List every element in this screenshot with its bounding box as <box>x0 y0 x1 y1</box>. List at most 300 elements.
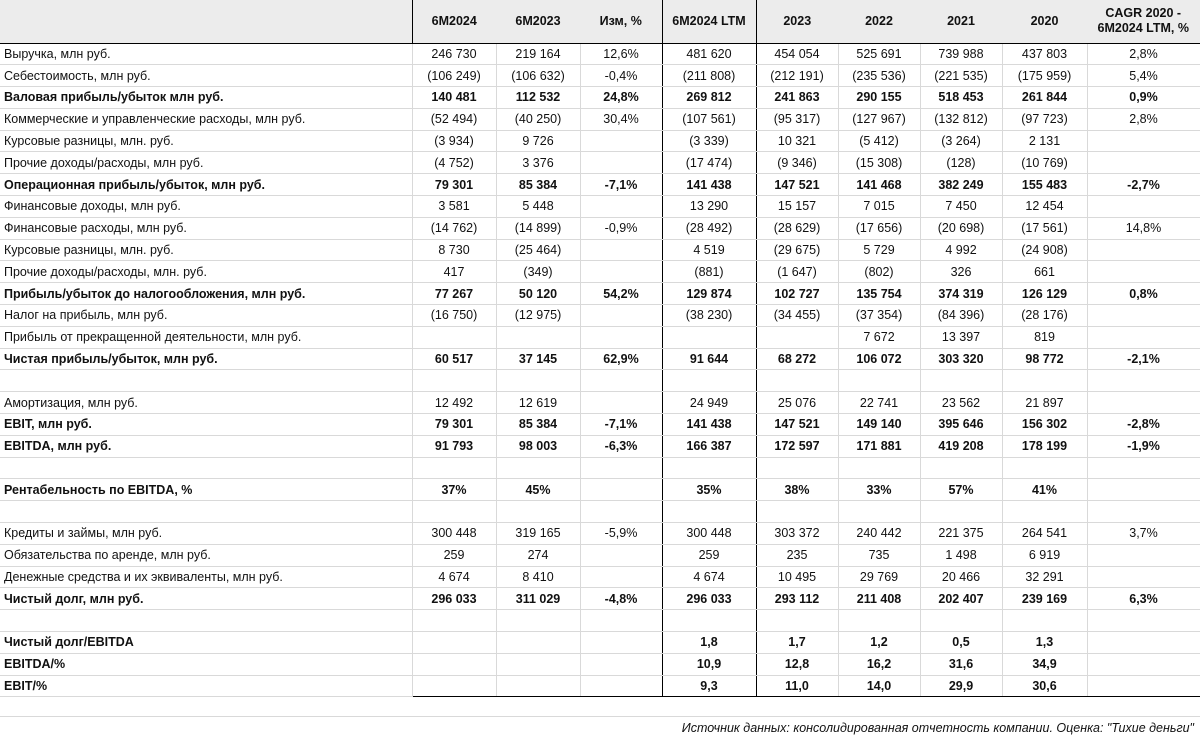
table-cell: (28 492) <box>662 217 756 239</box>
table-cell <box>580 566 662 588</box>
table-cell <box>1087 653 1200 675</box>
table-cell: 147 521 <box>756 414 838 436</box>
table-cell: 41% <box>1002 479 1087 501</box>
table-cell: (5 412) <box>838 130 920 152</box>
table-row <box>0 65 1200 87</box>
table-cell: (107 561) <box>662 108 756 130</box>
table-cell <box>1087 675 1200 697</box>
table-cell: (25 464) <box>496 239 580 261</box>
table-row <box>0 675 1200 697</box>
table-cell: (24 908) <box>1002 239 1087 261</box>
table-cell: 102 727 <box>756 283 838 305</box>
row-label: Кредиты и займы, млн руб. <box>0 523 412 545</box>
table-cell: 4 992 <box>920 239 1002 261</box>
table-cell: 29 769 <box>838 566 920 588</box>
table-cell: -2,1% <box>1087 348 1200 370</box>
table-cell: (106 249) <box>412 65 496 87</box>
table-cell <box>1087 544 1200 566</box>
table-cell: 300 448 <box>412 523 496 545</box>
table-cell <box>580 610 662 632</box>
col-header-2023: 2023 <box>756 0 838 43</box>
table-cell: 57% <box>920 479 1002 501</box>
table-cell: 525 691 <box>838 43 920 65</box>
table-cell: 293 112 <box>756 588 838 610</box>
table-cell <box>920 610 1002 632</box>
table-cell: (881) <box>662 261 756 283</box>
table-cell: (38 230) <box>662 305 756 327</box>
col-header-6m2024: 6M2024 <box>412 0 496 43</box>
table-cell: 98 003 <box>496 435 580 457</box>
table-cell: 300 448 <box>662 523 756 545</box>
table-cell <box>1002 501 1087 523</box>
table-cell: 9 726 <box>496 130 580 152</box>
table-cell: 10 495 <box>756 566 838 588</box>
table-cell: -2,7% <box>1087 174 1200 196</box>
table-cell: (28 176) <box>1002 305 1087 327</box>
table-cell: -0,4% <box>580 65 662 87</box>
table-cell: (14 899) <box>496 217 580 239</box>
table-cell: (802) <box>838 261 920 283</box>
table-cell: 141 468 <box>838 174 920 196</box>
row-label <box>0 610 412 632</box>
table-cell: 30,4% <box>580 108 662 130</box>
row-label: Обязательства по аренде, млн руб. <box>0 544 412 566</box>
table-cell <box>1087 501 1200 523</box>
table-cell: 14,8% <box>1087 217 1200 239</box>
table-cell: (15 308) <box>838 152 920 174</box>
table-cell: 29,9 <box>920 675 1002 697</box>
table-cell: 37% <box>412 479 496 501</box>
table-cell: 7 672 <box>838 326 920 348</box>
table-cell: (17 656) <box>838 217 920 239</box>
table-row <box>0 326 1200 348</box>
table-cell: 25 076 <box>756 392 838 414</box>
table-cell <box>580 239 662 261</box>
table-cell: 1,8 <box>662 632 756 654</box>
table-cell: 2,8% <box>1087 108 1200 130</box>
table-cell: (127 967) <box>838 108 920 130</box>
table-cell: (95 317) <box>756 108 838 130</box>
header-row <box>0 0 1200 43</box>
table-cell: 12 454 <box>1002 196 1087 218</box>
table-cell: (14 762) <box>412 217 496 239</box>
table-cell: 140 481 <box>412 87 496 109</box>
table-cell <box>580 196 662 218</box>
table-cell: 395 646 <box>920 414 1002 436</box>
table-row <box>0 653 1200 675</box>
table-cell <box>1087 130 1200 152</box>
table-cell: 311 029 <box>496 588 580 610</box>
table-cell: (37 354) <box>838 305 920 327</box>
table-cell <box>1087 479 1200 501</box>
row-label: Амортизация, млн руб. <box>0 392 412 414</box>
row-label: Финансовые расходы, млн руб. <box>0 217 412 239</box>
table-cell: -0,9% <box>580 217 662 239</box>
table-cell: 12,8 <box>756 653 838 675</box>
table-cell: 15 157 <box>756 196 838 218</box>
table-cell: 9,3 <box>662 675 756 697</box>
table-cell: 68 272 <box>756 348 838 370</box>
table-cell <box>1087 305 1200 327</box>
table-cell: (29 675) <box>756 239 838 261</box>
table-cell: 50 120 <box>496 283 580 305</box>
table-row <box>0 217 1200 239</box>
table-cell: (17 474) <box>662 152 756 174</box>
table-cell: 149 140 <box>838 414 920 436</box>
table-cell: (132 812) <box>920 108 1002 130</box>
row-label: Прочие доходы/расходы, млн. руб. <box>0 261 412 283</box>
table-cell: (212 191) <box>756 65 838 87</box>
table-cell <box>920 370 1002 392</box>
table-cell: (20 698) <box>920 217 1002 239</box>
table-cell: 274 <box>496 544 580 566</box>
table-cell: 0,8% <box>1087 283 1200 305</box>
table-cell <box>920 501 1002 523</box>
table-cell <box>662 457 756 479</box>
table-cell: 178 199 <box>1002 435 1087 457</box>
table-cell <box>412 370 496 392</box>
row-label <box>0 501 412 523</box>
table-cell: 246 730 <box>412 43 496 65</box>
table-cell <box>1087 566 1200 588</box>
source-note: Источник данных: консолидированная отчетность компании. Оценка: "Тихие деньги" <box>0 716 1200 740</box>
table-cell: 21 897 <box>1002 392 1087 414</box>
table-cell: -5,9% <box>580 523 662 545</box>
table-cell: (10 769) <box>1002 152 1087 174</box>
table-cell: 62,9% <box>580 348 662 370</box>
col-header-2020: 2020 <box>1002 0 1087 43</box>
table-cell: 419 208 <box>920 435 1002 457</box>
table-row <box>0 457 1200 479</box>
table-cell: 290 155 <box>838 87 920 109</box>
row-label: Операционная прибыль/убыток, млн руб. <box>0 174 412 196</box>
table-row <box>0 414 1200 436</box>
table-cell: 518 453 <box>920 87 1002 109</box>
table-cell: 6,3% <box>1087 588 1200 610</box>
table-cell <box>580 261 662 283</box>
table-cell: 661 <box>1002 261 1087 283</box>
table-row <box>0 392 1200 414</box>
table-cell: (3 264) <box>920 130 1002 152</box>
table-row <box>0 435 1200 457</box>
table-cell <box>838 370 920 392</box>
row-label: Денежные средства и их эквиваленты, млн руб. <box>0 566 412 588</box>
table-cell: 171 881 <box>838 435 920 457</box>
table-cell: 77 267 <box>412 283 496 305</box>
table-cell: (211 808) <box>662 65 756 87</box>
table-cell: 239 169 <box>1002 588 1087 610</box>
table-cell: 38% <box>756 479 838 501</box>
table-cell <box>1087 239 1200 261</box>
table-cell: 211 408 <box>838 588 920 610</box>
table-cell: 141 438 <box>662 414 756 436</box>
table-cell: 4 519 <box>662 239 756 261</box>
table-cell: 24,8% <box>580 87 662 109</box>
table-cell: (349) <box>496 261 580 283</box>
table-cell: 0,9% <box>1087 87 1200 109</box>
table-cell: 481 620 <box>662 43 756 65</box>
table-cell: 13 290 <box>662 196 756 218</box>
table-cell: (106 632) <box>496 65 580 87</box>
table-cell: 1,2 <box>838 632 920 654</box>
row-label <box>0 370 412 392</box>
table-cell: 202 407 <box>920 588 1002 610</box>
table-cell: 155 483 <box>1002 174 1087 196</box>
row-label: Чистый долг, млн руб. <box>0 588 412 610</box>
table-cell: 16,2 <box>838 653 920 675</box>
table-cell: 12 619 <box>496 392 580 414</box>
table-cell: 4 674 <box>662 566 756 588</box>
table-cell: 79 301 <box>412 174 496 196</box>
table-cell: -6,3% <box>580 435 662 457</box>
table-cell <box>412 501 496 523</box>
table-cell: 739 988 <box>920 43 1002 65</box>
table-row <box>0 523 1200 545</box>
table-cell: 112 532 <box>496 87 580 109</box>
table-cell <box>1002 610 1087 632</box>
table-cell: 296 033 <box>662 588 756 610</box>
table-cell: 240 442 <box>838 523 920 545</box>
table-cell: 147 521 <box>756 174 838 196</box>
table-cell <box>1087 196 1200 218</box>
row-label: Курсовые разницы, млн. руб. <box>0 239 412 261</box>
table-cell: 241 863 <box>756 87 838 109</box>
table-cell: 85 384 <box>496 414 580 436</box>
table-cell: 141 438 <box>662 174 756 196</box>
col-header-2022: 2022 <box>838 0 920 43</box>
table-cell <box>662 610 756 632</box>
table-cell <box>496 457 580 479</box>
table-cell <box>496 501 580 523</box>
row-label: Выручка, млн руб. <box>0 43 412 65</box>
table-row <box>0 174 1200 196</box>
table-row <box>0 196 1200 218</box>
table-cell <box>756 501 838 523</box>
table-cell: 34,9 <box>1002 653 1087 675</box>
table-cell <box>756 610 838 632</box>
table-cell: 91 793 <box>412 435 496 457</box>
table-cell: 5 448 <box>496 196 580 218</box>
table-cell: 91 644 <box>662 348 756 370</box>
table-cell <box>580 130 662 152</box>
col-header-6m2023: 6M2023 <box>496 0 580 43</box>
table-cell: 374 319 <box>920 283 1002 305</box>
table-cell <box>412 653 496 675</box>
table-cell <box>1087 632 1200 654</box>
table-cell: 8 730 <box>412 239 496 261</box>
table-cell: 3 376 <box>496 152 580 174</box>
table-cell <box>580 653 662 675</box>
table-cell: (3 934) <box>412 130 496 152</box>
table-cell: 3 581 <box>412 196 496 218</box>
table-row <box>0 87 1200 109</box>
table-cell <box>496 370 580 392</box>
table-cell <box>662 326 756 348</box>
table-cell: 382 249 <box>920 174 1002 196</box>
table-cell <box>412 632 496 654</box>
row-label: Чистая прибыль/убыток, млн руб. <box>0 348 412 370</box>
row-label: Налог на прибыль, млн руб. <box>0 305 412 327</box>
table-cell: (97 723) <box>1002 108 1087 130</box>
table-cell <box>662 370 756 392</box>
row-label: Чистый долг/EBITDA <box>0 632 412 654</box>
table-cell: 221 375 <box>920 523 1002 545</box>
table-cell: 24 949 <box>662 392 756 414</box>
table-cell: 54,2% <box>580 283 662 305</box>
table-cell: 156 302 <box>1002 414 1087 436</box>
table-cell: 219 164 <box>496 43 580 65</box>
table-cell <box>580 370 662 392</box>
table-cell <box>580 457 662 479</box>
table-cell: 326 <box>920 261 1002 283</box>
table-cell: 60 517 <box>412 348 496 370</box>
table-cell: 166 387 <box>662 435 756 457</box>
table-cell: (34 455) <box>756 305 838 327</box>
table-cell: 437 803 <box>1002 43 1087 65</box>
table-cell: 33% <box>838 479 920 501</box>
table-cell: (84 396) <box>920 305 1002 327</box>
table-cell: 37 145 <box>496 348 580 370</box>
table-cell: 2 131 <box>1002 130 1087 152</box>
table-cell <box>412 610 496 632</box>
table-cell <box>580 675 662 697</box>
table-cell <box>756 326 838 348</box>
table-cell: 5 729 <box>838 239 920 261</box>
table-cell: 10 321 <box>756 130 838 152</box>
table-cell: 296 033 <box>412 588 496 610</box>
table-cell: 6 919 <box>1002 544 1087 566</box>
table-cell: 22 741 <box>838 392 920 414</box>
table-cell: (9 346) <box>756 152 838 174</box>
table-cell: 79 301 <box>412 414 496 436</box>
table-cell <box>1087 370 1200 392</box>
table-cell <box>756 370 838 392</box>
table-cell: 10,9 <box>662 653 756 675</box>
table-row <box>0 588 1200 610</box>
table-cell <box>1087 261 1200 283</box>
table-cell: 30,6 <box>1002 675 1087 697</box>
table-cell: 303 320 <box>920 348 1002 370</box>
table-cell: 1 498 <box>920 544 1002 566</box>
table-cell: (128) <box>920 152 1002 174</box>
table-cell: -7,1% <box>580 174 662 196</box>
table-cell: (16 750) <box>412 305 496 327</box>
table-cell <box>412 675 496 697</box>
table-cell: 13 397 <box>920 326 1002 348</box>
table-cell: -2,8% <box>1087 414 1200 436</box>
header-label-cell <box>0 0 412 43</box>
table-cell: (17 561) <box>1002 217 1087 239</box>
table-cell: (40 250) <box>496 108 580 130</box>
table-row <box>0 632 1200 654</box>
table-cell: -7,1% <box>580 414 662 436</box>
row-label: EBIT, млн руб. <box>0 414 412 436</box>
table-row <box>0 610 1200 632</box>
col-header-2021: 2021 <box>920 0 1002 43</box>
table-cell <box>580 632 662 654</box>
table-cell: (175 959) <box>1002 65 1087 87</box>
table-cell: 264 541 <box>1002 523 1087 545</box>
table-cell: 1,3 <box>1002 632 1087 654</box>
table-cell <box>580 152 662 174</box>
table-cell: 11,0 <box>756 675 838 697</box>
table-cell: (1 647) <box>756 261 838 283</box>
table-cell: 269 812 <box>662 87 756 109</box>
table-cell <box>412 457 496 479</box>
table-row <box>0 152 1200 174</box>
table-cell <box>580 501 662 523</box>
table-row <box>0 479 1200 501</box>
table-cell: 135 754 <box>838 283 920 305</box>
table-cell <box>756 457 838 479</box>
table-cell: 819 <box>1002 326 1087 348</box>
row-label: Прочие доходы/расходы, млн руб. <box>0 152 412 174</box>
table-cell: 259 <box>662 544 756 566</box>
row-label: EBITDA/% <box>0 653 412 675</box>
table-row <box>0 370 1200 392</box>
table-cell: 454 054 <box>756 43 838 65</box>
table-cell <box>838 501 920 523</box>
table-cell <box>838 610 920 632</box>
table-cell <box>1087 326 1200 348</box>
table-cell <box>580 544 662 566</box>
table-cell: 1,7 <box>756 632 838 654</box>
table-cell <box>412 326 496 348</box>
table-row <box>0 305 1200 327</box>
table-cell: 0,5 <box>920 632 1002 654</box>
table-cell <box>920 457 1002 479</box>
table-cell: (4 752) <box>412 152 496 174</box>
table-cell <box>496 326 580 348</box>
table-cell <box>496 653 580 675</box>
table-cell: -4,8% <box>580 588 662 610</box>
table-row <box>0 261 1200 283</box>
table-cell <box>1087 152 1200 174</box>
table-row <box>0 239 1200 261</box>
table-cell: 23 562 <box>920 392 1002 414</box>
col-header-cagr: CAGR 2020 - 6M2024 LTM, % <box>1087 0 1200 43</box>
row-label: Рентабельность по EBITDA, % <box>0 479 412 501</box>
table-cell <box>1002 370 1087 392</box>
table-cell <box>1087 610 1200 632</box>
table-cell: 98 772 <box>1002 348 1087 370</box>
row-label: Валовая прибыль/убыток млн руб. <box>0 87 412 109</box>
table-cell: 4 674 <box>412 566 496 588</box>
table-cell <box>662 501 756 523</box>
table-cell: 5,4% <box>1087 65 1200 87</box>
table-row <box>0 544 1200 566</box>
table-cell: -1,9% <box>1087 435 1200 457</box>
table-cell: 14,0 <box>838 675 920 697</box>
row-label: Прибыль/убыток до налогообложения, млн руб. <box>0 283 412 305</box>
col-header-6m2024-ltm: 6M2024 LTM <box>662 0 756 43</box>
table-cell <box>1002 457 1087 479</box>
table-cell <box>580 479 662 501</box>
table-cell: 12,6% <box>580 43 662 65</box>
table-row <box>0 501 1200 523</box>
table-row <box>0 108 1200 130</box>
table-cell: 2,8% <box>1087 43 1200 65</box>
table-cell <box>1087 392 1200 414</box>
table-cell: 235 <box>756 544 838 566</box>
table-cell: (3 339) <box>662 130 756 152</box>
table-cell: (221 535) <box>920 65 1002 87</box>
table-cell: 20 466 <box>920 566 1002 588</box>
table-row <box>0 348 1200 370</box>
table-cell: 35% <box>662 479 756 501</box>
table-cell: 85 384 <box>496 174 580 196</box>
table-cell: 259 <box>412 544 496 566</box>
